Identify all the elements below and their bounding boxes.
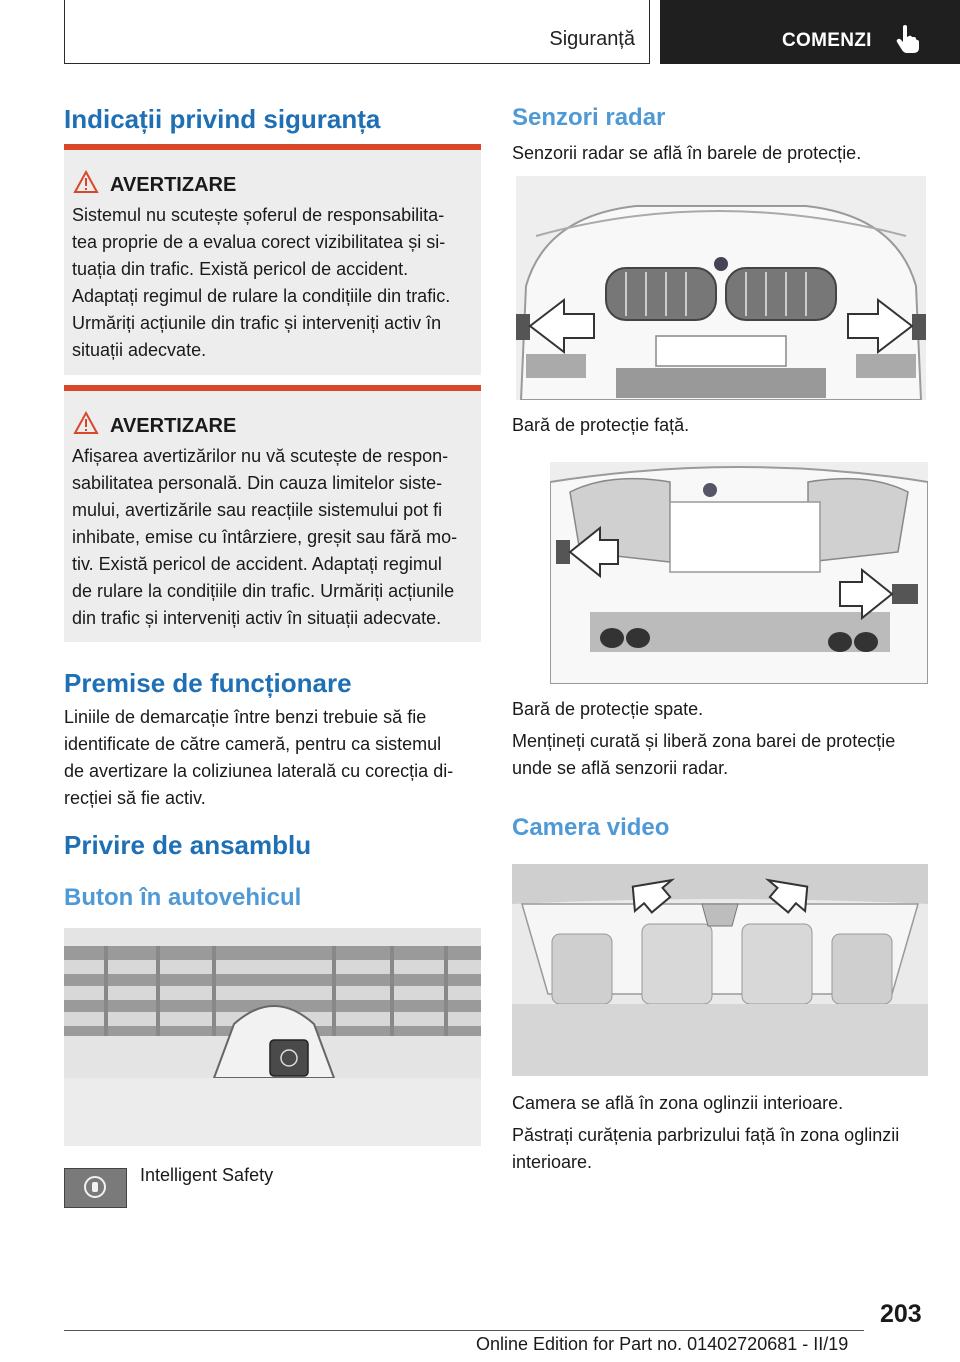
overview-title: Privire de ansamblu: [64, 830, 312, 860]
radar-title: Senzori radar: [512, 104, 666, 131]
premise-title: Premise de funcționare: [64, 668, 352, 698]
button-panel-image: [64, 928, 481, 1146]
radar-intro: Senzorii radar se află în barele de protecție.: [512, 143, 862, 163]
header-tab[interactable]: [660, 0, 960, 64]
warning-triangle-icon: [73, 411, 99, 435]
header-section-box: [64, 0, 650, 64]
warning-box-2: [64, 385, 481, 642]
front-bumper-image: [516, 176, 926, 400]
warning-2-heading: AVERTIZARE: [110, 415, 237, 437]
footer-divider: [64, 1330, 864, 1331]
header-tab-label: COMENZI: [782, 30, 872, 51]
safety-title: Indicații privind siguranța: [64, 104, 381, 134]
warning-1-text: Sistemul nu scutește șoferul de responsabilita- tea proprie de a evalua corect vizibilitatea și si- tuația din trafic. Există pericol de accident. Adaptați regimul de rulare la condițiile din trafic. Urmăriți acțiunile din trafic și interveniți activ în situații adecvate.: [72, 205, 451, 360]
camera-title: Camera video: [512, 814, 670, 841]
front-bumper-caption: Bară de protecție față.: [512, 415, 690, 435]
rear-bumper-caption: Bară de protecție spate.: [512, 699, 704, 719]
page-number: 203: [880, 1300, 922, 1328]
button-in-vehicle-title: Buton în autovehicul: [64, 884, 302, 911]
camera-clean-text: Păstrați curățenia parbrizului față în zona oglinzii interioare.: [512, 1125, 900, 1172]
keep-clean-text: Mențineți curată și liberă zona barei de protecție unde se află senzorii radar.: [512, 731, 896, 778]
warning-triangle-icon: [73, 170, 99, 194]
rear-bumper-image: [550, 462, 928, 684]
warning-1-heading: AVERTIZARE: [110, 174, 237, 196]
hand-pointer-icon: [896, 24, 920, 54]
camera-interior-image: [512, 864, 928, 1076]
warning-2-text: Afișarea avertizărilor nu vă scutește de respon- sabilitatea personală. Din cauza limitelor siste- mului, avertizările sau reacțiile sistemului pot fi inhibate, emise cu întârziere, greșit sau fără mo- tiv. Există pericol de accident. Adaptați regimul de rulare la condițiile din trafic. Urmăriți acțiunile din trafic și interveniți activ în situații adecvate.: [72, 446, 458, 628]
header-section-title: Siguranță: [549, 28, 635, 50]
premise-text: Liniile de demarcație între benzi trebuie să fie identificate de către cameră, pentru ca sistemul de avertizare la coliziunea laterală cu corecția di- recției să fie activ.: [64, 707, 454, 808]
intelligent-safety-label: Intelligent Safety: [140, 1165, 274, 1185]
intelligent-safety-button-icon: [64, 1168, 127, 1208]
footer-edition: Online Edition for Part no. 01402720681 - II/19: [476, 1334, 849, 1354]
camera-caption: Camera se află în zona oglinzii interioare.: [512, 1093, 844, 1113]
warning-box-1: [64, 144, 481, 375]
